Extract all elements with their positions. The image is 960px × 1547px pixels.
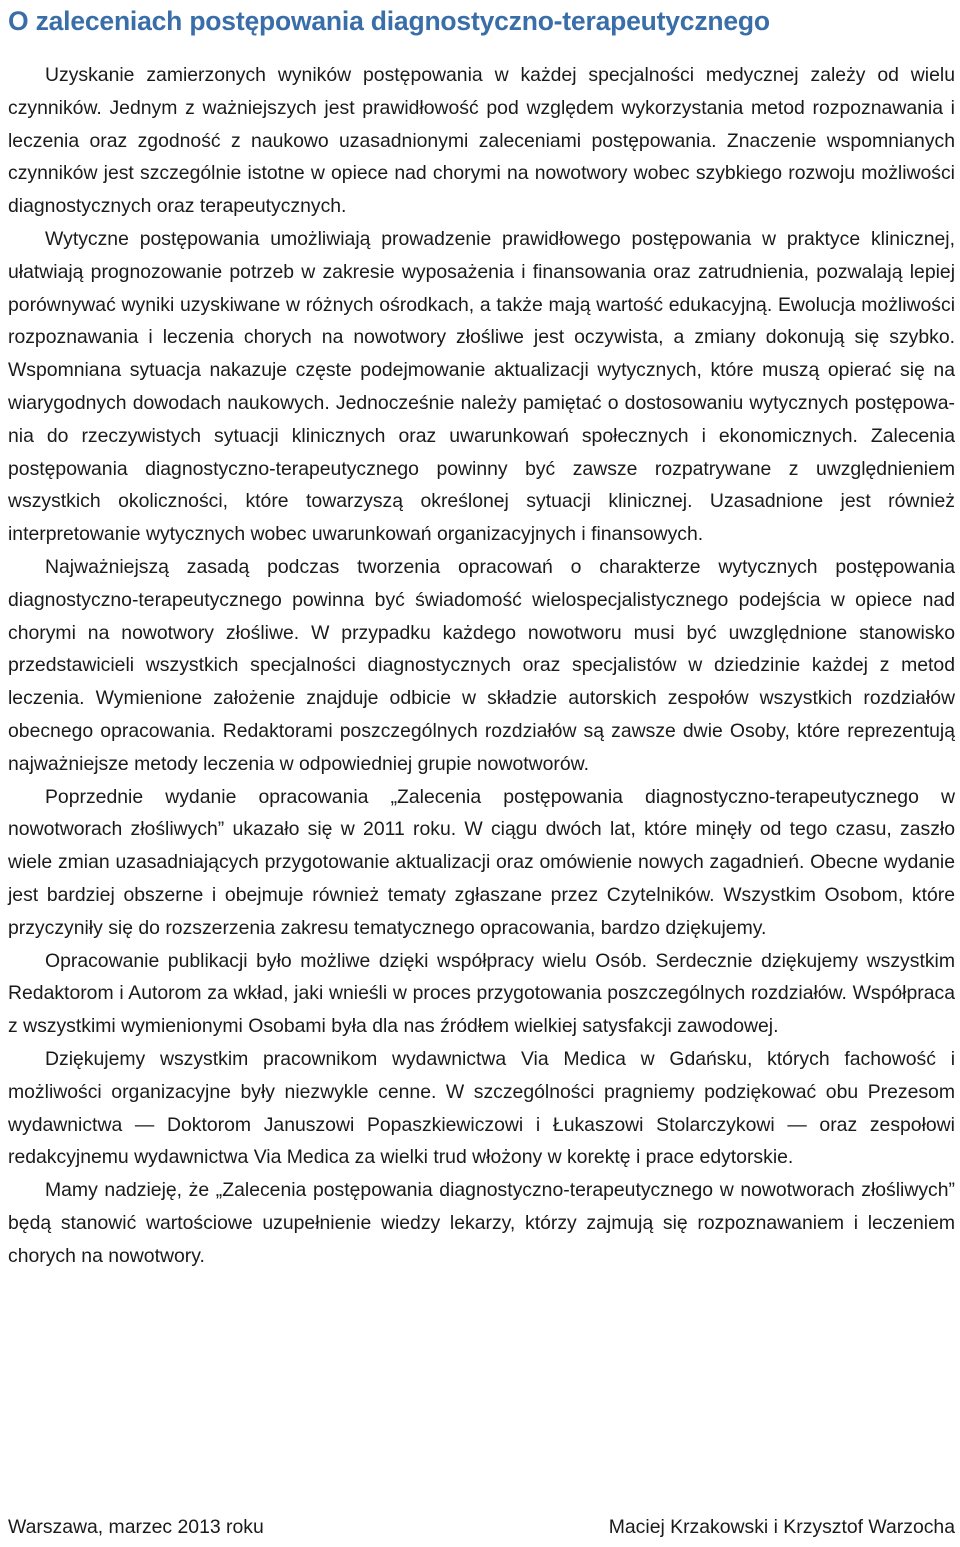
- authors: Maciej Krzakowski i Krzysztof Warzocha: [608, 1516, 955, 1538]
- page-title: O zaleceniach postępowania diagnostyczno-terapeutycznego: [8, 6, 770, 36]
- paragraph-1: Uzyskanie zamierzonych wyników postępowania w każdej specjalności medycznej zależy od wielu czynników. Jednym z ważniejszych jest prawidłowość pod względem wykorzystania metod rozpoznawania i leczenia oraz zgodność z naukowo uzasadnionymi zaleceniami postępowania. Znaczenie wspomnianych czynników jest szczególnie istotne w opiece nad chorymi na nowotwory wobec szybkiego rozwoju możliwości diagnostycznych oraz terapeutycznych.: [8, 64, 955, 218]
- paragraph-7: Mamy nadzieję, że „Zalecenia postępowania diagnostyczno-terapeutycznego w nowotworach złośliwych” będą stanowić wartościowe uzupełnienie wiedzy lekarzy, którzy zajmują się rozpoznawaniem i leczeniem chorych na nowotwory.: [8, 1179, 955, 1267]
- paragraph-3: Najważniejszą zasadą podczas tworzenia opracowań o charakterze wytycznych postępowania diagnostyczno-terapeutycznego powinna być świadomość wielospecjalistycznego podejścia w opiece nad chorymi na nowotwory złośliwe. W przypadku każdego nowotworu musi być uwzględnione stanowisko przedstawicieli wszystkich specjalności diagnostycznych oraz specjalistów w dziedzinie każdej z metod leczenia. Wymienione założenie znajduje odbicie w składzie autorskich zespołów wszystkich rozdziałów obecnego opracowania. Redaktorami poszczególnych rozdziałów są zawsze dwie Osoby, które reprezentują najważniejsze metody leczenia w odpowiedniej grupie nowotworów.: [8, 555, 955, 775]
- signature-line: [8, 1513, 955, 1541]
- paragraph-5: Opracowanie publikacji było możliwe dzięki współpracy wielu Osób. Serdecznie dziękujemy wszystkim Redaktorom i Autorom za wkład, jaki wnieśli w proces przygotowania poszczególnych rozdziałów. Współpraca z wszystkimi wymienionymi Osobami była dla nas źródłem wielkiej satysfakcji zawodowej.: [8, 949, 955, 1038]
- body-text: [8, 59, 955, 1272]
- paragraph-4: Poprzednie wydanie opracowania „Zalecenia postępowania diagnostyczno-terapeutycznego w nowotworach złośliwych” ukazało się w 2011 roku. W ciągu dwóch lat, które minęły od tego czasu, zaszło wiele zmian uzasadniających przygotowanie aktualizacji oraz omówienie nowych zagadnień. Obecne wydanie jest bardziej obszerne i obejmuje również tematy zgłaszane przez Czytelników. Wszystkim Osobom, które przyczyniły się do rozszerzenia zakresu tematycznego opracowania, bardzo dziękujemy.: [8, 785, 955, 939]
- place-date: Warszawa, marzec 2013 roku: [8, 1516, 264, 1538]
- paragraph-2: Wytyczne postępowania umożliwiają prowadzenie prawidłowego postępowania w praktyce klinicznej, ułatwiają prognozowanie potrzeb w zakresie wyposażenia i finansowania oraz zatrudnienia, pozwalają lepiej porównywać wyniki uzyskiwane w różnych ośrodkach, a także mają wartość edukacyjną. Ewolucja możliwości rozpoznawania i leczenia chorych na nowotwory złośliwe jest oczywista, a zmiany dokonują się szybko. Wspomniana sytuacja nakazuje częste podejmowanie aktualizacji wytycznych, które muszą opierać się na wiarygodnych dowodach naukowych. Jednocześnie należy pamiętać o dostosowaniu wytycznych postępowania do rzeczywistych sytuacji klinicznych oraz uwarunkowań społecznych i ekonomicznych. Zalecenia postępowania diagnostyczno-terapeutycznego powinny być zawsze rozpatrywane z uwzględnieniem wszystkich okoliczności, które towarzyszą określonej sytuacji klinicznej. Uzasadnione jest również interpretowanie wytycznych wobec uwarunkowań organizacyjnych i finansowych.: [8, 227, 955, 546]
- paragraph-6: Dziękujemy wszystkim pracownikom wydawnictwa Via Medica w Gdańsku, których fachowość i możliwości organizacyjne były niezwykle cenne. W szczególności pragniemy podziękować obu Prezesom wydawnictwa — Doktorom Januszowi Popaszkiewiczowi i Łukaszowi Stolarczykowi — oraz zespołowi redakcyjnemu wydawnictwa Via Medica za wielki trud włożony w korektę i prace edytorskie.: [8, 1047, 955, 1169]
